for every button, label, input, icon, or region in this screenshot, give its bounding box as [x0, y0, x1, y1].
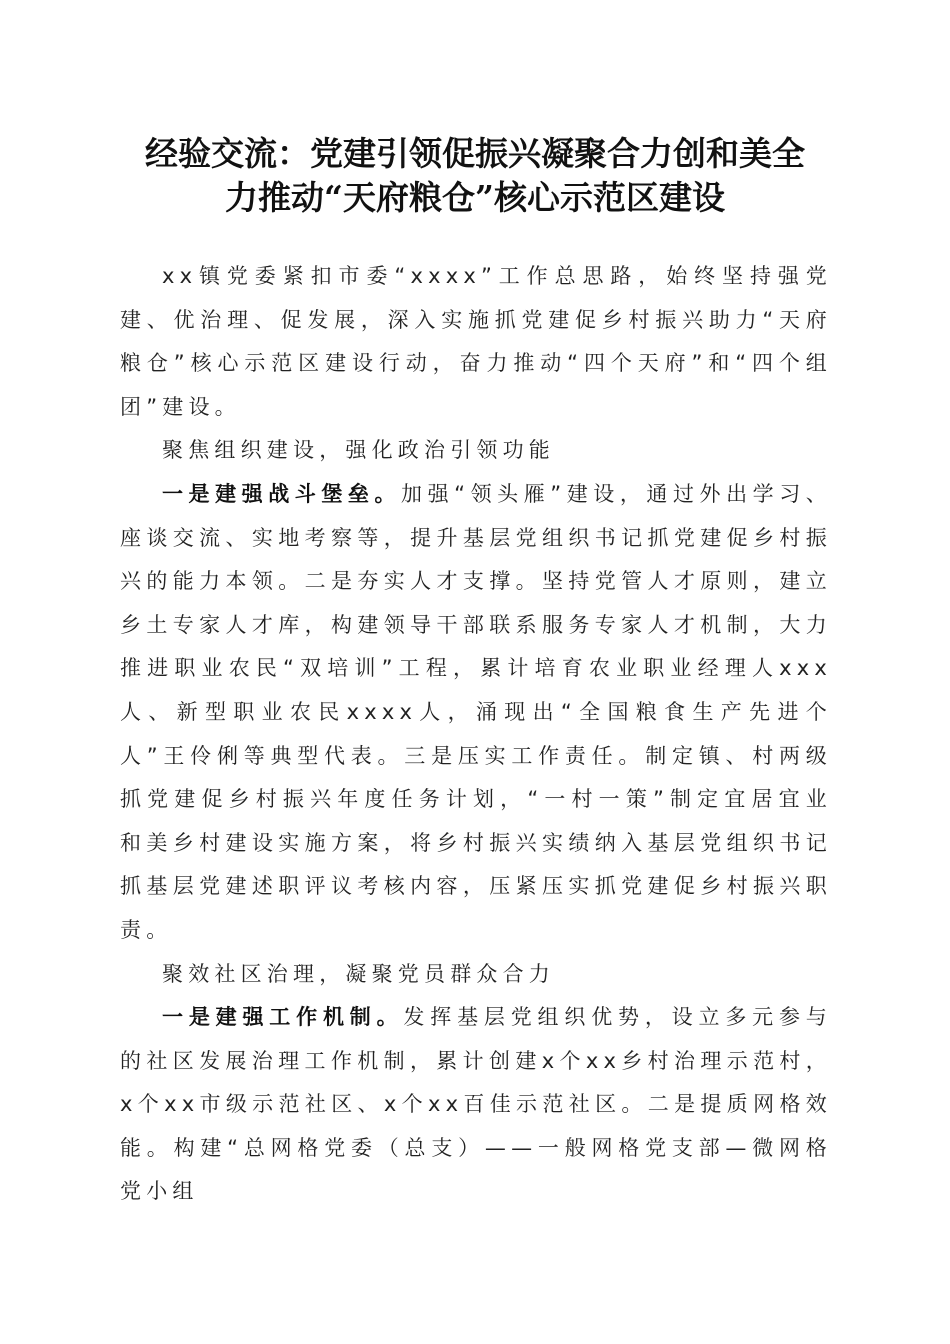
paragraph-text: 加强“领头雁”建设，通过外出学习、座谈交流、实地考察等，提升基层党组织书记抓党建促乡村振兴的能力本领。二是夯实人才支撑。坚持党管人才原则，建立乡土专家人才库，构建领导干部联系服务专家人才机制，大力推进职业农民“双培训”工程，累计培育农业职业经理人xxx人、新型职业农民xxxx人，涌现出“全国粮食生产先进个人”王伶俐等典型代表。三是压实工作责任。制定镇、村两级抓党建促乡村振兴年度任务计划，“一村一策”制定宜居宜业和美乡村建设实施方案，将乡村振兴实绩纳入基层党组织书记抓基层党建述职评议考核内容，压紧压实抓党建促乡村振兴职责。 — [120, 481, 832, 942]
document-body — [120, 255, 832, 1214]
paragraph-text: 发挥基层党组织优势，设立多元参与的社区发展治理工作机制，累计创建x个xx乡村治理示范村，x个xx市级示范社区、x个xx百佳示范社区。二是提质网格效能。构建“总网格党委（总支）——一般网格党支部—微网格党小组 — [120, 1005, 832, 1204]
governance-paragraph — [120, 996, 832, 1214]
section-heading-text: 聚效社区治理，凝聚党员群众合力 — [162, 961, 555, 986]
title-line-1: 经验交流：党建引领促振兴凝聚合力创和美全 — [145, 134, 805, 173]
paragraph-text: xx镇党委紧扣市委“xxxx”工作总思路，始终坚持强党建、优治理、促发展，深入实施抓党建促乡村振兴助力“天府粮仓”核心示范区建设行动，奋力推动“四个天府”和“四个组团”建设。 — [120, 264, 832, 419]
section-heading-text: 聚焦组织建设，强化政治引领功能 — [162, 438, 555, 463]
section-heading-organization — [120, 429, 832, 473]
paragraph-lead: 一是建强战斗堡垒。 — [162, 481, 402, 506]
intro-paragraph — [120, 255, 832, 429]
organization-paragraph — [120, 473, 832, 953]
document-title — [100, 132, 850, 220]
paragraph-lead: 一是建强工作机制。 — [162, 1005, 404, 1030]
title-line-2: 力推动“天府粮仓”核心示范区建设 — [225, 178, 725, 217]
section-heading-governance — [120, 953, 832, 997]
